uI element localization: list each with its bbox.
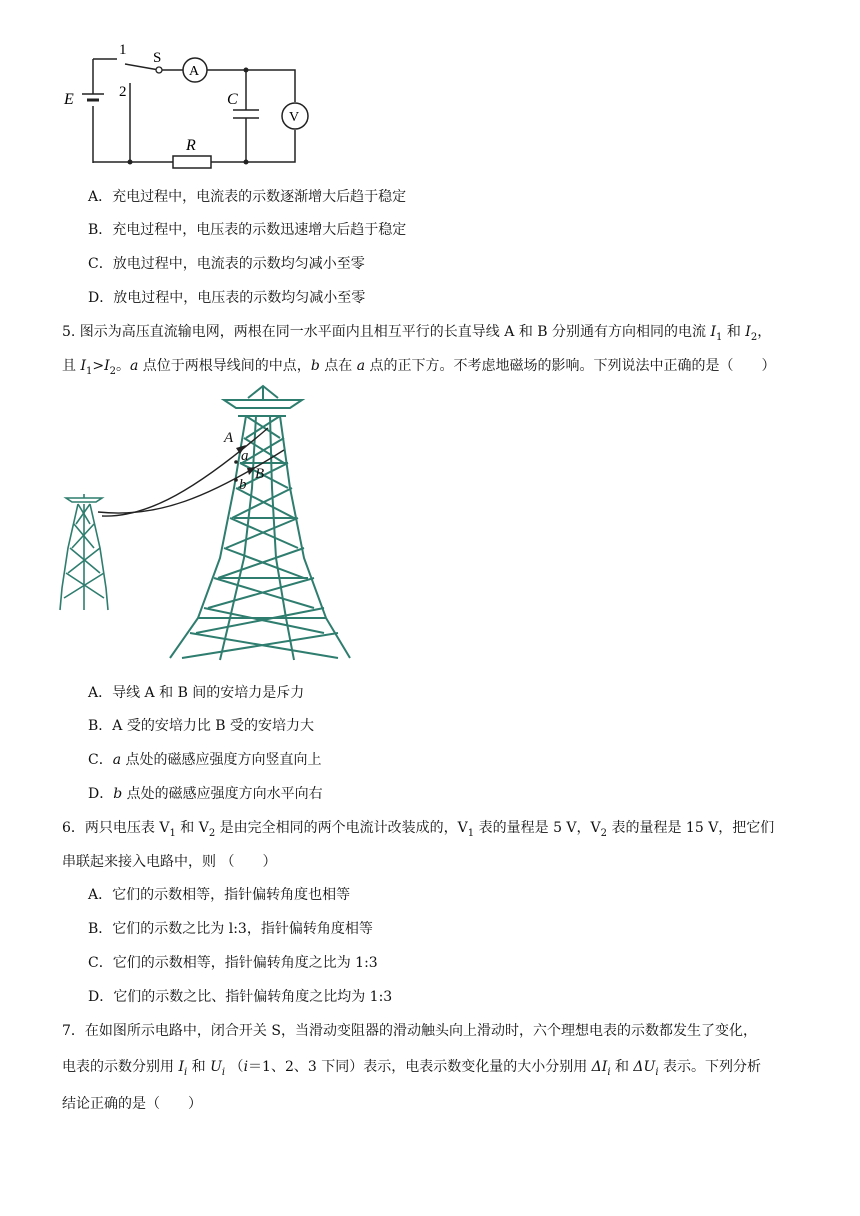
- switch-pivot: [156, 67, 162, 73]
- svg-text:b: b: [239, 477, 247, 493]
- q6-stem-line1: 6．两只电压表 $V_1$ 和 $V_2$ 是由完全相同的两个电流计改装成的，$V_1$ 表的量程是 5 V，$V_2$ 表的量程是 15 V，把它们: [62, 820, 775, 839]
- resistor: [173, 156, 211, 168]
- label-R: R: [186, 137, 196, 154]
- label-C: C: [227, 91, 238, 108]
- q6-stem-line2: 串联起来接入电路中，则 （ ）: [62, 854, 277, 870]
- q4-option-b: B．充电过程中，电压表的示数迅速增大后趋于稳定: [88, 222, 407, 238]
- svg-text:a: a: [241, 448, 249, 464]
- large-tower: [170, 386, 350, 660]
- q4-option-a: A．充电过程中，电流表的示数逐渐增大后趋于稳定: [88, 189, 407, 205]
- power-towers-figure: [58, 378, 358, 663]
- point-b: [234, 478, 238, 482]
- q5-option-c: C．a 点处的磁感应强度方向竖直向上: [88, 752, 322, 768]
- svg-text:B: B: [255, 466, 265, 482]
- q6-option-c: C．它们的示数相等，指针偏转角度之比为 1:3: [88, 955, 378, 971]
- point-a: [234, 460, 238, 464]
- q7-stem-line3: 结论正确的是（ ）: [62, 1096, 202, 1112]
- q6-option-b: B．它们的示数之比为 l:3，指针偏转角度相等: [88, 921, 373, 937]
- q4-option-d: D．放电过程中，电压表的示数均匀减小至零: [88, 290, 366, 306]
- label-S: S: [153, 50, 162, 66]
- q4-option-c: C．放电过程中，电流表的示数均匀减小至零: [88, 256, 365, 272]
- svg-text:A: A: [224, 430, 234, 446]
- wire-A: [102, 428, 268, 516]
- q6-option-d: D．它们的示数之比、指针偏转角度之比均为 1:3: [88, 989, 393, 1005]
- label-1: 1: [119, 42, 127, 58]
- label-2: 2: [119, 84, 127, 100]
- q5-option-a: A．导线 A 和 B 间的安培力是斥力: [88, 685, 305, 701]
- q7-stem-line2: 电表的示数分别用 $I_i$ 和 $U_i$ （i＝1、2、3 下同）表示，电表示数变化量的大小分别用 $\Delta I_i$ 和 $\Delta U_i$ 表示。下列分析: [62, 1059, 761, 1078]
- q5-option-b: B．A 受的安培力比 B 受的安培力大: [88, 718, 315, 734]
- ammeter-label: A: [189, 64, 200, 79]
- small-tower: [60, 494, 108, 610]
- q6-option-a: A．它们的示数相等，指针偏转角度也相等: [88, 887, 351, 903]
- circuit-diagram: [55, 38, 315, 173]
- q7-stem-line1: 7．在如图所示电路中，闭合开关 S，当滑动变阻器的滑动触头向上滑动时，六个理想电表的示数都发生了变化，: [62, 1023, 757, 1039]
- q5-option-d: D．b 点处的磁感应强度方向水平向右: [88, 786, 323, 802]
- label-E: E: [64, 91, 74, 108]
- voltmeter-label: V: [289, 110, 300, 125]
- q5-stem-line2: 且 $I_1>I_2$。a 点位于两根导线间的中点，b 点在 a 点的正下方。不考虑地磁场的影响。下列说法中正确的是（ ）: [62, 358, 776, 377]
- q5-stem-line1: 5. 图示为高压直流输电网，两根在同一水平面内且相互平行的长直导线 A 和 B 分别通有方向相同的电流 $I_1$ 和 $I_2$，: [62, 324, 772, 343]
